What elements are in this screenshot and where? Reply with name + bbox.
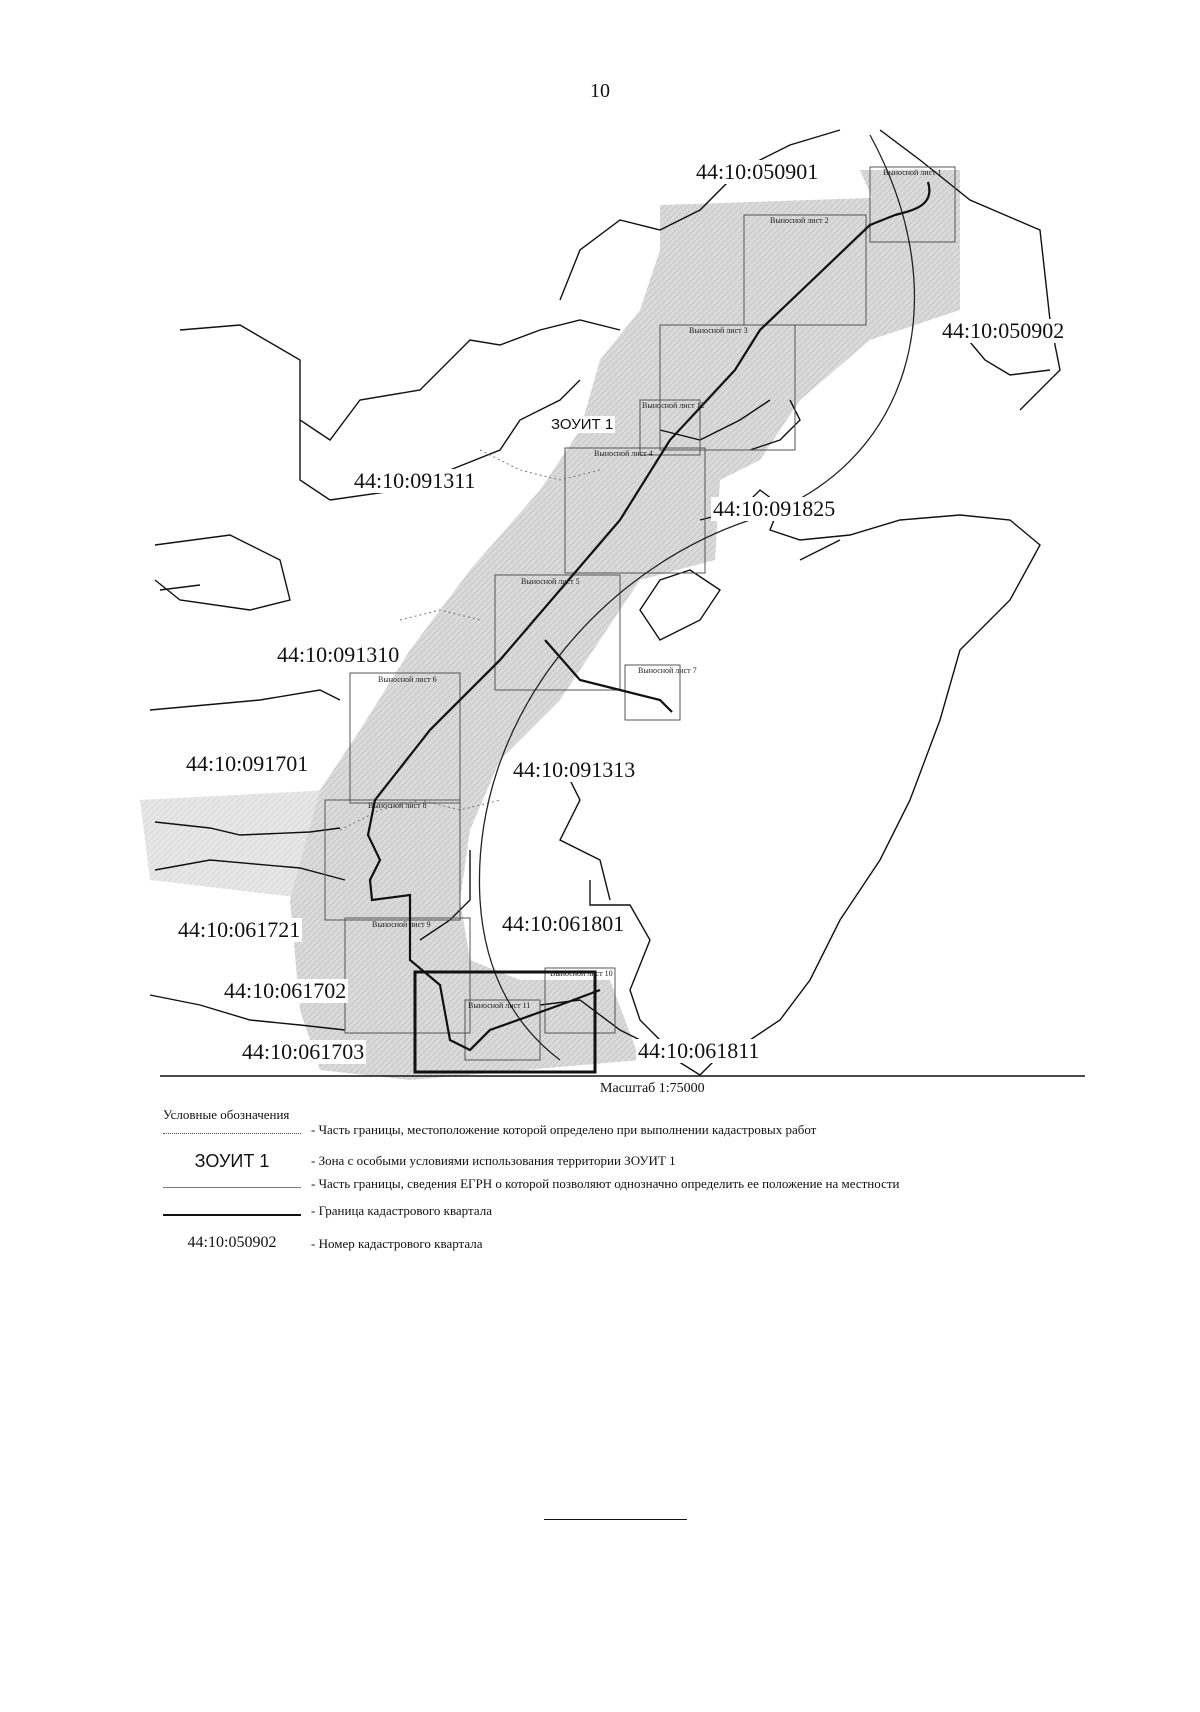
sheet-label: Выносной лист 9 [372,920,431,929]
legend-sample-zone [163,1151,301,1173]
zone-area [140,170,960,1080]
sheet-label: Выносной лист 8 [368,801,427,810]
legend-item [163,1234,1123,1256]
legend-item [163,1174,1123,1196]
legend-sample-thin [163,1174,301,1196]
quarter-label: 44:10:061801 [502,911,625,936]
legend-sample-number [163,1234,301,1256]
quarter-label: 44:10:091313 [513,757,636,782]
quarter-label: 44:10:091310 [277,642,400,667]
sheet-label: Выносной лист 3 [689,326,748,335]
sheet-label: Выносной лист 10 [550,969,613,978]
page-number: 10 [590,80,610,102]
quarter-label: 44:10:091701 [186,751,309,776]
quarter-label: 44:10:091825 [713,496,836,521]
sheet-label: Выносной лист 5 [521,577,580,586]
quarter-label: 44:10:061703 [242,1039,365,1064]
zone-label: ЗОУИТ 1 [551,416,614,433]
legend-item [163,1120,1123,1142]
legend-description: - Часть границы, местоположение которой определено при выполнении кадастровых работ [311,1122,817,1137]
quarter-label: 44:10:050902 [942,318,1065,343]
legend-item [163,1201,1123,1223]
legend-sample-bold [163,1201,301,1223]
legend-sample-dotted [163,1120,301,1142]
sheet-label: Выносной лист 11 [468,1001,531,1010]
legend-description: - Зона с особыми условиями использования территории ЗОУИТ 1 [311,1153,676,1168]
sheet-label: Выносной лист 7 [638,666,697,675]
quarter-label: 44:10:091311 [354,468,476,493]
sheet-label: Выносной лист 12 [642,401,705,410]
map-scale: Масштаб 1:75000 [600,1081,705,1096]
legend-sample-text: 44:10:050902 [187,1234,277,1251]
sheet-label: Выносной лист 4 [594,449,653,458]
quarter-label: 44:10:061702 [224,978,347,1003]
quarter-label: 44:10:050901 [696,159,819,184]
quarter-label: 44:10:061811 [638,1038,760,1063]
legend-description: - Граница кадастрового квартала [311,1203,492,1218]
footer-rule [544,1519,687,1520]
legend-title: Условные обозначения [163,1107,290,1122]
legend-item [163,1151,1123,1173]
legend-sample-text: ЗОУИТ 1 [194,1151,270,1171]
legend-description: - Часть границы, сведения ЕГРН о которой позволяют однозначно определить ее положение на местности [311,1176,900,1191]
sheet-label: Выносной лист 1 [883,168,942,177]
legend-description: - Номер кадастрового квартала [311,1236,483,1251]
sheet-label: Выносной лист 6 [378,675,437,684]
quarter-label: 44:10:061721 [178,917,301,942]
sheet-label: Выносной лист 2 [770,216,829,225]
